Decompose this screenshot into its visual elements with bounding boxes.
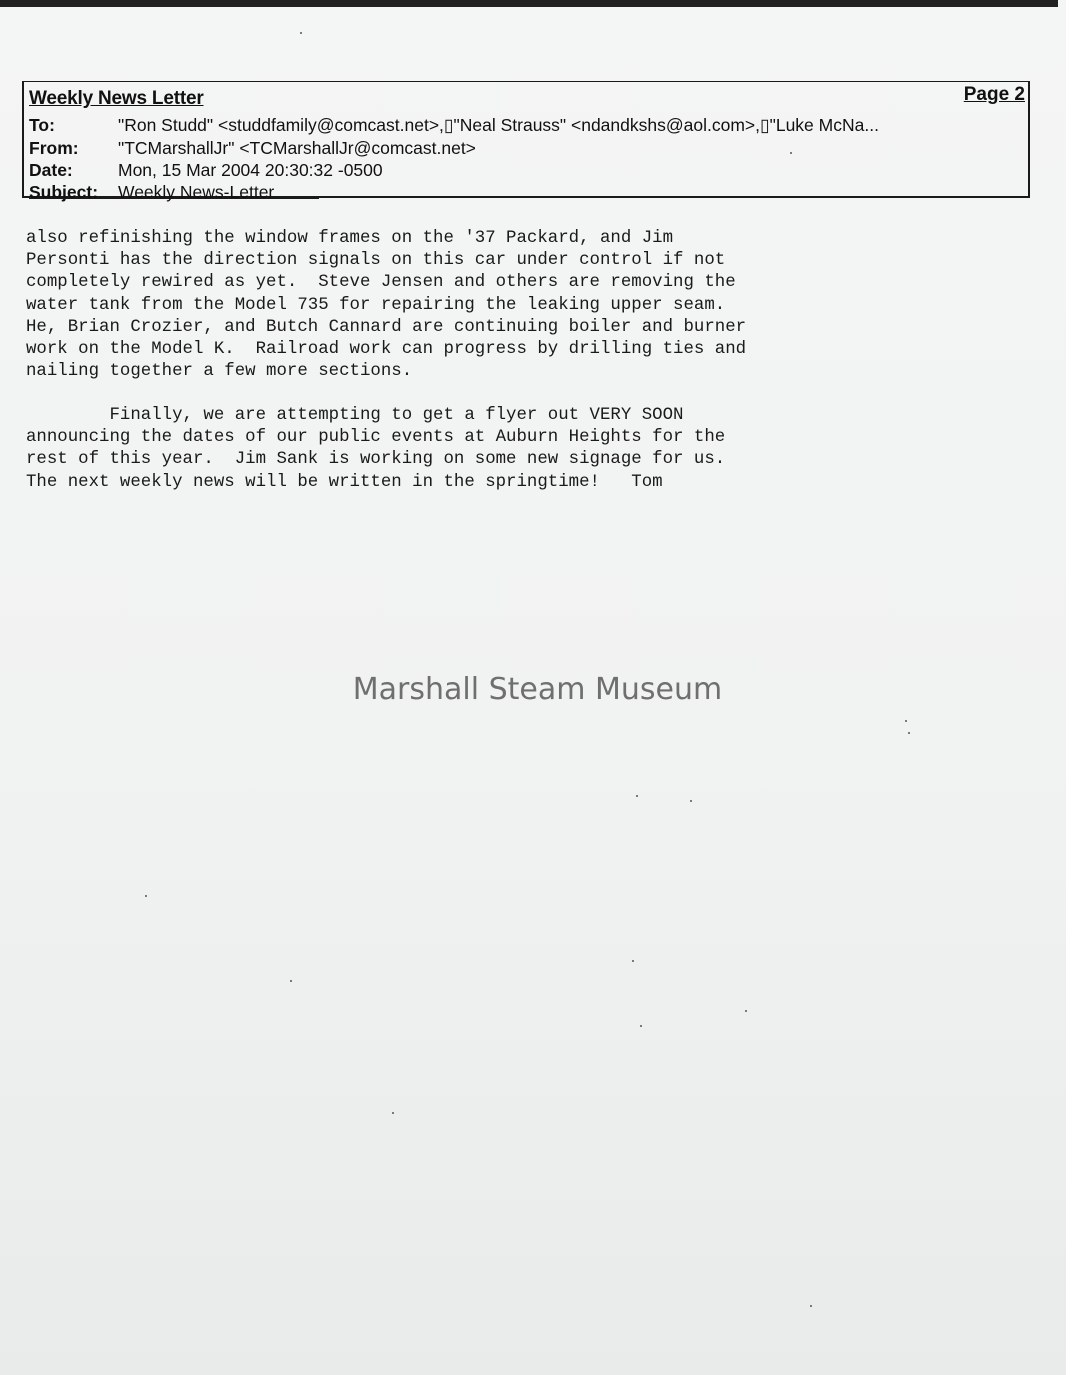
date-value: Mon, 15 Mar 2004 20:30:32 -0500 — [118, 160, 383, 180]
from-value: "TCMarshallJr" <TCMarshallJr@comcast.net> — [118, 138, 476, 158]
subject-row — [29, 182, 1025, 202]
newsletter-title: Weekly News Letter — [29, 88, 204, 109]
watermark-text: Marshall Steam Museum — [352, 672, 723, 707]
scan-speck — [908, 732, 910, 734]
subject-label: Subject: — [29, 182, 99, 202]
subject-underline — [29, 198, 319, 199]
body-paragraph-1: also refinishing the window frames on the '37 Packard, and Jim Personti has the direction signals on this car under control if not completely rewired as yet. Steve Jensen and others are removing the water tank from the Model 735 for repairing the leaking upper seam. He, Brian Crozier, and Butch Cannard are continuing boiler and burner work on the Model K. Railroad work can progress by drilling ties and nailing together a few more sections. — [26, 229, 747, 382]
to-row — [29, 115, 1025, 137]
scan-speck — [145, 895, 147, 897]
scan-speck — [905, 720, 907, 722]
scan-speck — [745, 1010, 747, 1012]
scan-speck — [790, 152, 792, 154]
scan-speck — [636, 795, 638, 797]
from-label: From: — [29, 138, 79, 158]
subject-value: Weekly News-Letter — [118, 182, 275, 202]
date-label: Date: — [29, 160, 73, 180]
body-paragraph-2: Finally, we are attempting to get a flyer out VERY SOON announcing the dates of our public events at Auburn Heights for the rest of this year. Jim Sank is working on some new signage for us. The next weekly news will be written in the springtime! Tom — [26, 406, 726, 492]
scan-speck — [810, 1305, 812, 1307]
top-rule — [0, 0, 1058, 7]
scan-speck — [640, 1025, 642, 1027]
scan-speck — [300, 32, 302, 34]
to-label: To: — [29, 115, 55, 135]
date-row — [29, 160, 1025, 182]
from-row — [29, 138, 1025, 160]
scan-speck — [690, 800, 692, 802]
email-header — [22, 81, 1030, 202]
title-row — [29, 84, 1025, 112]
page-number: Page 2 — [963, 84, 1025, 105]
scan-speck — [632, 960, 634, 962]
to-value: "Ron Studd" <studdfamily@comcast.net>,▯"Neal Strauss" <ndandkshs@aol.com>,▯"Luke McNa... — [118, 115, 879, 135]
scan-speck — [290, 980, 292, 982]
scan-speck — [392, 1112, 394, 1114]
